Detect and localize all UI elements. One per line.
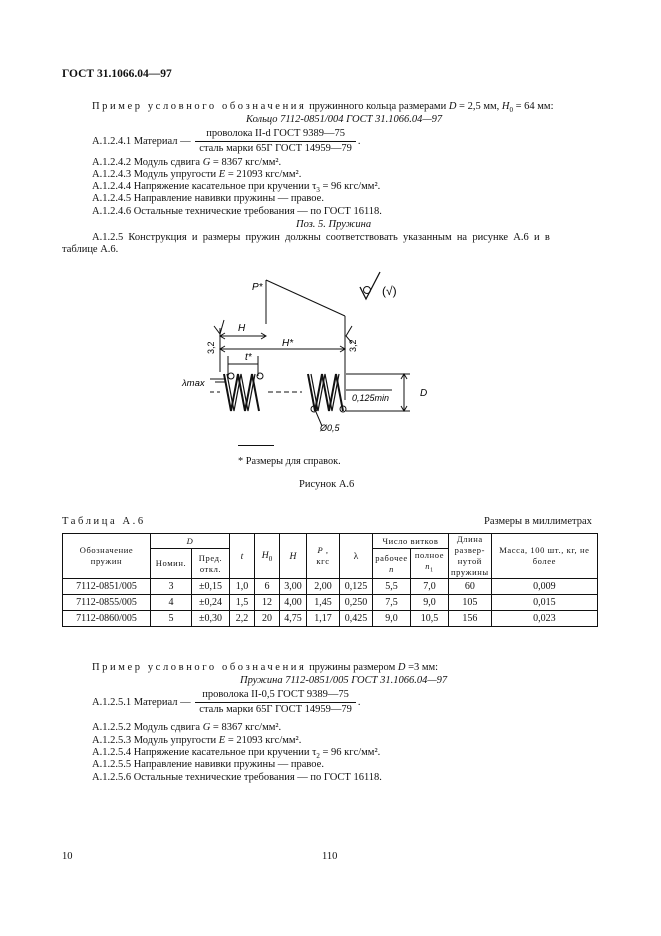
header-working bbox=[373, 549, 411, 579]
section-1-line-4-sub: 3 bbox=[316, 186, 320, 195]
table-cell: 105 bbox=[449, 595, 492, 611]
example-1-var-h: H bbox=[501, 101, 510, 112]
figure-label-d: D bbox=[420, 388, 428, 399]
section-2-line-4-a: А.1.2.5.4 Напряжение касательное при кручении τ bbox=[92, 747, 317, 758]
figure-label-hstar: H* bbox=[282, 338, 294, 349]
table-cell: 7112-0851/005 bbox=[63, 579, 151, 595]
roughness-symbol-circle bbox=[364, 287, 371, 294]
section-2-line-5: А.1.2.5.5 Направление навивки пружины — правое. bbox=[92, 759, 324, 770]
table-cell: 4,75 bbox=[280, 611, 307, 627]
header-h0-var: H bbox=[261, 549, 269, 561]
paragraph-line-1: А.1.2.5 Конструкция и размеры пружин должны соответствовать указанным на рисунке А.6 и в bbox=[92, 232, 550, 243]
table-units: Размеры в миллиметрах bbox=[484, 516, 592, 527]
figure-roughness-text: (√) bbox=[382, 284, 397, 298]
figure-caption: Рисунок А.6 bbox=[299, 479, 355, 490]
header-working-label: рабочее bbox=[375, 552, 408, 563]
section-2-line-4-sub: 2 bbox=[316, 752, 320, 761]
section-2-material-label: А.1.2.5.1 Материал — bbox=[92, 697, 191, 708]
table-cell: 156 bbox=[449, 611, 492, 627]
figure-label-h: H bbox=[238, 323, 246, 334]
header-total-var: n bbox=[425, 561, 431, 572]
example-1-var-h-sub: 0 bbox=[509, 106, 513, 115]
figure-footnote: * Размеры для справок. bbox=[238, 456, 341, 467]
table-cell: 20 bbox=[255, 611, 280, 627]
table-cell: ±0,30 bbox=[192, 611, 230, 627]
table-cell: 7,5 bbox=[373, 595, 411, 611]
header-total-sub: 1 bbox=[430, 567, 434, 574]
section-1-material-numerator: проволока II-d ГОСТ 9389—75 bbox=[195, 127, 356, 142]
section-2-material-fraction bbox=[195, 688, 356, 717]
section-1-line-2-b: = 8367 кгс/мм². bbox=[210, 157, 282, 168]
table-cell: 9,0 bbox=[411, 595, 449, 611]
example-1-text-a: пружинного кольца размерами bbox=[306, 101, 449, 112]
table-title: Таблица А.6 bbox=[62, 516, 146, 527]
header-tolerance: Пред. откл. bbox=[192, 549, 230, 579]
example-2-var-d: D bbox=[397, 662, 406, 673]
figure-label-min: 0,125min bbox=[352, 393, 390, 403]
example-2-designation: Пружина 7112-0851/005 ГОСТ 31.1066.04—97 bbox=[240, 675, 448, 686]
section-2-material-denominator: сталь марки 65Г ГОСТ 14959—79 bbox=[199, 704, 352, 715]
table-cell: 60 bbox=[449, 579, 492, 595]
roughness-symbol bbox=[360, 272, 380, 299]
table-cell: ±0,15 bbox=[192, 579, 230, 595]
table-cell: 0,425 bbox=[340, 611, 373, 627]
paragraph-line-2: таблице А.6. bbox=[62, 244, 119, 255]
example-1-line bbox=[92, 101, 554, 114]
header-p-var: P , bbox=[317, 545, 329, 555]
section-2-var-e: E bbox=[218, 735, 226, 746]
table-cell: 1,17 bbox=[307, 611, 340, 627]
table-cell: 0,250 bbox=[340, 595, 373, 611]
table-body bbox=[63, 579, 598, 627]
header-p bbox=[307, 534, 340, 579]
section-2-material-end: . bbox=[357, 697, 361, 708]
load-slope bbox=[266, 280, 345, 316]
section-1-material-label: А.1.2.4.1 Материал — bbox=[92, 136, 191, 147]
section-2-line-6: А.1.2.5.6 Остальные технические требования — по ГОСТ 16118. bbox=[92, 772, 382, 783]
header-nominal: Номин. bbox=[151, 549, 192, 579]
header-mass: Масса, 100 шт., кг, не более bbox=[491, 534, 597, 579]
table-cell: 2,00 bbox=[307, 579, 340, 595]
document-header: ГОСТ 31.1066.04—97 bbox=[62, 68, 172, 80]
header-lambda: λ bbox=[340, 534, 373, 579]
table-cell: 5,5 bbox=[373, 579, 411, 595]
table-cell: 7,0 bbox=[411, 579, 449, 595]
table-row bbox=[63, 611, 598, 627]
table-cell: ±0,24 bbox=[192, 595, 230, 611]
table-cell: 4 bbox=[151, 595, 192, 611]
wire-section-1 bbox=[228, 373, 234, 379]
header-h0-sub: 0 bbox=[268, 554, 273, 563]
figure-label-diameter: Ø0,5 bbox=[320, 423, 340, 433]
section-2-var-g: G bbox=[202, 722, 211, 733]
figure-label-p: P* bbox=[252, 282, 263, 293]
section-1-line-4-b: = 96 кгс/мм². bbox=[319, 181, 381, 192]
figure-label-32-right: 3,2 bbox=[348, 339, 358, 352]
table-cell: 0,125 bbox=[340, 579, 373, 595]
footer-page-left: 10 bbox=[62, 851, 73, 862]
section-1-material-denominator: сталь марки 65Г ГОСТ 14959—79 bbox=[199, 143, 352, 154]
table-row bbox=[63, 595, 598, 611]
table-cell: 3,00 bbox=[280, 579, 307, 595]
figure-label-t: t* bbox=[245, 352, 252, 363]
table-cell: 9,0 bbox=[373, 611, 411, 627]
example-1-var-d: D bbox=[448, 101, 457, 112]
section-1-var-e: E bbox=[218, 169, 226, 180]
table-cell: 3 bbox=[151, 579, 192, 595]
header-t: t bbox=[230, 534, 255, 579]
table-cell: 0,023 bbox=[491, 611, 597, 627]
table-cell: 1,0 bbox=[230, 579, 255, 595]
header-h: H bbox=[280, 534, 307, 579]
section-2-material-numerator: проволока II-0,5 ГОСТ 9389—75 bbox=[195, 688, 356, 703]
table-row bbox=[63, 579, 598, 595]
table-cell: 1,5 bbox=[230, 595, 255, 611]
section-2-line-4-b: = 96 кгс/мм². bbox=[319, 747, 381, 758]
section-1-line-3-a: А.1.2.4.3 Модуль упругости bbox=[92, 169, 219, 180]
section-2-material bbox=[92, 688, 361, 717]
header-length: Длина развер- нутой пружины bbox=[449, 534, 492, 579]
table-cell: 1,45 bbox=[307, 595, 340, 611]
section-1-line-2 bbox=[92, 157, 281, 168]
header-total bbox=[411, 549, 449, 579]
table-cell: 2,2 bbox=[230, 611, 255, 627]
example-2-spaced-label: Пример условного обозначения bbox=[92, 662, 307, 673]
section-1-line-4-a: А.1.2.4.4 Напряжение касательное при кручении τ bbox=[92, 181, 317, 192]
section-1-material bbox=[92, 127, 361, 156]
section-2-line-2 bbox=[92, 722, 281, 733]
figure-label-lambda: λmax bbox=[182, 378, 205, 389]
section-1-material-fraction bbox=[195, 127, 356, 156]
spring-drawing bbox=[180, 268, 440, 443]
example-2-line bbox=[92, 662, 438, 673]
section-1-line-2-a: А.1.2.4.2 Модуль сдвига bbox=[92, 157, 203, 168]
footnote-rule bbox=[238, 445, 274, 446]
table-cell: 0,015 bbox=[491, 595, 597, 611]
header-p-unit: кгс bbox=[316, 556, 330, 566]
example-1-text-b: = 2,5 мм, bbox=[456, 101, 502, 112]
table-cell: 4,00 bbox=[280, 595, 307, 611]
data-table bbox=[62, 533, 598, 627]
section-1-material-end: . bbox=[357, 136, 361, 147]
section-2-line-3-b: = 21093 кгс/мм². bbox=[225, 735, 302, 746]
header-working-var: n bbox=[389, 563, 394, 574]
header-designation: Обозначение пружин bbox=[63, 534, 151, 579]
table-cell: 0,009 bbox=[491, 579, 597, 595]
section-1-line-6: А.1.2.4.6 Остальные технические требования — по ГОСТ 16118. bbox=[92, 206, 382, 217]
header-total-label: полное bbox=[414, 550, 445, 561]
section-2-line-3 bbox=[92, 735, 301, 746]
section-1-line-3-b: = 21093 кгс/мм². bbox=[225, 169, 302, 180]
table-cell: 10,5 bbox=[411, 611, 449, 627]
table-cell: 7112-0855/005 bbox=[63, 595, 151, 611]
roughness-mark-left bbox=[214, 320, 224, 334]
example-2-text-a: пружины размером bbox=[306, 662, 398, 673]
example-1-text-c: = 64 мм: bbox=[512, 101, 554, 112]
table-cell: 6 bbox=[255, 579, 280, 595]
section-2-line-2-a: А.1.2.5.2 Модуль сдвига bbox=[92, 722, 203, 733]
table-cell: 12 bbox=[255, 595, 280, 611]
section-2-line-2-b: = 8367 кгс/мм². bbox=[210, 722, 282, 733]
table-cell: 5 bbox=[151, 611, 192, 627]
header-d: D bbox=[151, 534, 230, 549]
example-1-designation: Кольцо 7112-0851/004 ГОСТ 31.1066.04—97 bbox=[246, 114, 443, 125]
header-turns: Число витков bbox=[373, 534, 449, 549]
section-2-line-3-a: А.1.2.5.3 Модуль упругости bbox=[92, 735, 219, 746]
table-cell: 7112-0860/005 bbox=[63, 611, 151, 627]
section-1-line-3 bbox=[92, 169, 301, 180]
section-1-var-g: G bbox=[202, 157, 211, 168]
example-1-spaced-label: Пример условного обозначения bbox=[92, 101, 307, 112]
example-2-text-b: =3 мм: bbox=[405, 662, 439, 673]
figure-label-32-left: 3,2 bbox=[206, 341, 216, 354]
footer-page-center: 110 bbox=[322, 851, 338, 862]
position-label: Поз. 5. Пружина bbox=[296, 219, 372, 230]
section-1-line-5: А.1.2.4.5 Направление навивки пружины — правое. bbox=[92, 193, 324, 204]
header-h0 bbox=[255, 534, 280, 579]
